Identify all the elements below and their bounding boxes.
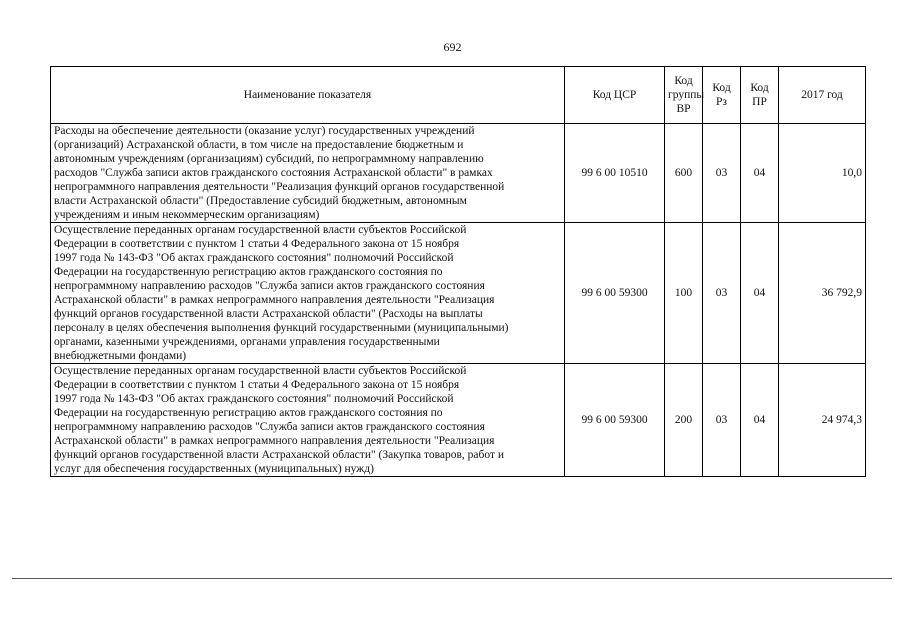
- page-number: 692: [443, 40, 462, 54]
- header-row: [51, 67, 866, 124]
- row-name: [51, 124, 565, 223]
- row-name: [51, 364, 565, 477]
- row-name-line: персоналу в целях обеспечения выполнения функций государственными (муниципальными): [54, 322, 509, 334]
- row-name-line: Расходы на обеспечение деятельности (оказание услуг) государственных учреждений: [54, 125, 475, 137]
- table-row: [51, 124, 866, 223]
- row-year-value: 10,0: [779, 124, 866, 223]
- row-name-line: непрограммному направлению расходов "Служба записи актов гражданского состояния: [54, 421, 485, 433]
- table-row: [51, 223, 866, 364]
- header-name: Наименование показателя: [51, 67, 565, 124]
- row-name: [51, 223, 565, 364]
- header-vr: [665, 67, 703, 124]
- header-vr-line: Код: [674, 75, 693, 87]
- row-name-line: расходов "Служба записи актов гражданского состояния Астраханской области" в рамках: [54, 167, 493, 179]
- row-name-line: Астраханской области" в рамках непрограммного направления деятельности "Реализация: [54, 294, 495, 306]
- row-rz: 03: [703, 364, 741, 477]
- row-name-line: Федерации на государственную регистрацию актов гражданского состояния по: [54, 407, 443, 419]
- row-name-line: Осуществление переданных органам государственной власти субъектов Российской: [54, 224, 467, 236]
- row-name-line: автономным учреждениям (организациям) субсидий, по непрограммному направлению: [54, 153, 484, 165]
- header-rz-line: Рз: [716, 96, 727, 108]
- row-name-line: непрограммному направлению расходов "Служба записи актов гражданского состояния: [54, 280, 485, 292]
- header-vr-line: группы: [668, 89, 705, 101]
- table-row: [51, 364, 866, 477]
- row-name-line: (организаций) Астраханской области, в том числе на предоставление бюджетным и: [54, 139, 464, 151]
- row-name-line: внебюджетными фондами): [54, 350, 187, 362]
- row-name-line: функций органов государственной власти Астраханской области" (Расходы на выплаты: [54, 308, 483, 320]
- row-vr: 600: [665, 124, 703, 223]
- header-vr-line: ВР: [676, 103, 691, 115]
- budget-table: [50, 66, 866, 477]
- row-name-line: Федерации в соответствии с пунктом 1 статьи 4 Федерального закона от 15 ноября: [54, 238, 460, 250]
- row-year-value: 36 792,9: [779, 223, 866, 364]
- row-name-line: непрограммного направления деятельности "Реализация функций органов государственной: [54, 181, 505, 193]
- row-pr: 04: [741, 124, 779, 223]
- row-name-line: функций органов государственной власти Астраханской области" (Закупка товаров, работ и: [54, 449, 504, 461]
- row-csr: 99 6 00 10510: [565, 124, 665, 223]
- row-vr: 100: [665, 223, 703, 364]
- row-name-line: услуг для обеспечения государственных (муниципальных) нужд): [54, 463, 374, 475]
- header-csr: Код ЦСР: [565, 67, 665, 124]
- row-year-value: 24 974,3: [779, 364, 866, 477]
- row-name-line: Федерации на государственную регистрацию актов гражданского состояния по: [54, 266, 443, 278]
- bottom-divider: [12, 578, 892, 579]
- row-name-line: 1997 года № 143-ФЗ "Об актах гражданского состояния" полномочий Российской: [54, 252, 454, 264]
- row-name-line: органами, казенными учреждениями, органами управления государственными: [54, 336, 440, 348]
- header-rz-line: Код: [712, 82, 731, 94]
- row-vr: 200: [665, 364, 703, 477]
- header-year: 2017 год: [779, 67, 866, 124]
- row-name-line: учреждениям и иным некоммерческим организациям): [54, 209, 320, 221]
- header-pr-line: Код: [750, 82, 769, 94]
- row-name-line: Осуществление переданных органам государственной власти субъектов Российской: [54, 365, 467, 377]
- row-rz: 03: [703, 223, 741, 364]
- header-rz: [703, 67, 741, 124]
- row-name-line: Астраханской области" в рамках непрограммного направления деятельности "Реализация: [54, 435, 495, 447]
- row-name-line: Федерации в соответствии с пунктом 1 статьи 4 Федерального закона от 15 ноября: [54, 379, 460, 391]
- row-pr: 04: [741, 223, 779, 364]
- row-csr: 99 6 00 59300: [565, 223, 665, 364]
- header-pr: [741, 67, 779, 124]
- row-name-line: власти Астраханской области" (Предоставление субсидий бюджетным, автономным: [54, 195, 467, 207]
- row-csr: 99 6 00 59300: [565, 364, 665, 477]
- header-pr-line: ПР: [752, 96, 767, 108]
- row-name-line: 1997 года № 143-ФЗ "Об актах гражданского состояния" полномочий Российской: [54, 393, 454, 405]
- row-pr: 04: [741, 364, 779, 477]
- row-rz: 03: [703, 124, 741, 223]
